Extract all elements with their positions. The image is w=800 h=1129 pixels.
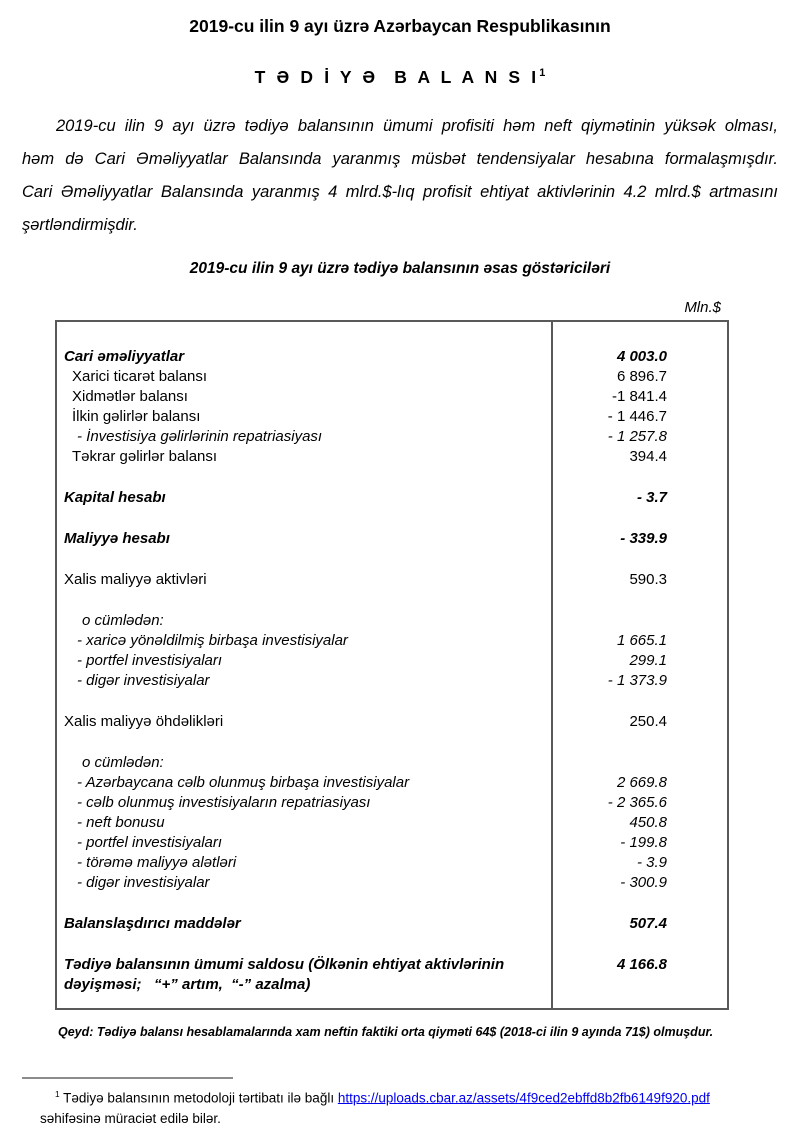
table-row [57, 813, 727, 833]
footnote-ref: 1 [55, 1088, 60, 1099]
table-row [57, 934, 727, 955]
table-row [57, 671, 727, 691]
row-label: - neft bonusu [77, 813, 165, 831]
row-value: 450.8 [629, 813, 667, 831]
table-row [57, 467, 727, 488]
intro-line: 2019-cu ilin 9 ayı üzrə tədiyə balansının ümumi profisiti həm neft qiymətinin yüksək olması, [56, 116, 778, 135]
footnote-link[interactable]: https://uploads.cbar.az/assets/4f9ced2ebffd8b2fb6149f920.pdf [337, 1090, 710, 1106]
table-row [57, 753, 727, 773]
table-row [57, 611, 727, 631]
table-row [57, 590, 727, 611]
page-subtitle [22, 63, 778, 88]
row-label: İlkin gəlirlər balansı [72, 407, 201, 425]
row-value: 6 896.7 [616, 367, 667, 385]
balance-table [55, 320, 729, 1010]
row-value: 4 003.0 [616, 347, 667, 365]
note-text: Qeyd: Tədiyə balansı hesablamalarında xam neftin faktiki orta qiyməti 64$ (2018-ci ilin 9 ayında 71$) olmuşdur. [58, 1024, 714, 1039]
row-label: o cümlədən: [82, 611, 164, 629]
table-row [57, 651, 727, 671]
row-value: - 1 257.8 [607, 427, 667, 445]
table-row [57, 427, 727, 447]
table-row [57, 529, 727, 549]
row-label: Xalis maliyyə öhdəlikləri [64, 712, 224, 730]
table-row [57, 955, 727, 995]
row-value: - 3.9 [636, 853, 667, 871]
row-label: - portfel investisiyaları [77, 651, 223, 669]
table-row [57, 793, 727, 813]
row-value: - 300.9 [620, 873, 667, 891]
table-row [57, 508, 727, 529]
row-value: 1 665.1 [616, 631, 667, 649]
footnote-text-before-link: Tədiyə balansının metodoloji tərtibatı ilə bağlı [59, 1090, 338, 1106]
row-value: -1 841.4 [611, 387, 667, 405]
row-value: 250.4 [629, 712, 667, 730]
table-caption: 2019-cu ilin 9 ayı üzrə tədiyə balansının əsas göstəriciləri [189, 259, 611, 277]
row-value: - 339.9 [620, 529, 667, 547]
table-row [57, 691, 727, 712]
row-label: - cəlb olunmuş investisiyaların repatriasiyası [77, 793, 371, 811]
row-label: Cari əməliyyatlar [64, 347, 185, 365]
footnote-line2: səhifəsinə müraciət edilə bilər. [40, 1111, 221, 1127]
row-value: 507.4 [629, 914, 667, 932]
table-row [57, 407, 727, 427]
row-label: Xalis maliyyə aktivləri [64, 570, 207, 588]
table-row [57, 773, 727, 793]
table-row [57, 631, 727, 651]
table-row [57, 853, 727, 873]
table-row [57, 833, 727, 853]
intro-line: həm də Cari Əməliyyatlar Balansında yaranmış müsbət tendensiyalar hesabına formalaşmışdır. [22, 149, 778, 168]
row-value: - 3.7 [636, 488, 667, 506]
row-label: - xaricə yönəldilmiş birbaşa investisiyalar [77, 631, 348, 649]
row-value: 4 166.8 [616, 955, 667, 973]
table-row [57, 347, 727, 367]
row-label: Balanslaşdırıcı maddələr [64, 914, 241, 932]
row-value: - 1 373.9 [607, 671, 667, 689]
intro-paragraph [22, 110, 778, 242]
intro-line: Cari Əməliyyatlar Balansında yaranmış 4 mlrd.$-lıq profisit ehtiyat aktivlərinin 4.2 mlrd.$ artmasını [22, 182, 778, 201]
table-row [57, 322, 727, 347]
table-row [57, 549, 727, 570]
row-label: - İnvestisiya gəlirlərinin repatriasiyası [77, 427, 323, 445]
row-label: Xidmətlər balansı [72, 387, 188, 405]
table-row [57, 712, 727, 732]
table-row [57, 914, 727, 934]
table-row [57, 488, 727, 508]
table-row [57, 367, 727, 387]
row-label: Tədiyə balansının ümumi saldosu (Ölkənin ehtiyat aktivlərinin dəyişməsi; “+” artım, “-” azalma) [64, 955, 509, 993]
footnote-separator [22, 1077, 233, 1079]
row-label: - portfel investisiyaları [77, 833, 223, 851]
table-row [57, 995, 727, 1008]
row-value: 2 669.8 [616, 773, 667, 791]
row-label: - törəmə maliyyə alətləri [77, 853, 237, 871]
table-row [57, 570, 727, 590]
row-label: Təkrar gəlirlər balansı [72, 447, 218, 465]
row-value: - 2 365.6 [607, 793, 667, 811]
footnote [40, 1084, 775, 1129]
intro-line: şərtləndirmişdir. [22, 215, 138, 234]
subtitle-footnote-ref: 1 [539, 67, 546, 79]
row-value: 590.3 [629, 570, 667, 588]
row-value: 394.4 [629, 447, 667, 465]
table-row [57, 893, 727, 914]
table-row [57, 447, 727, 467]
row-value: - 1 446.7 [607, 407, 667, 425]
footnote-line1 [40, 1084, 775, 1109]
row-label: Kapital hesabı [64, 488, 166, 506]
row-label: - digər investisiyalar [77, 671, 210, 689]
table-row [57, 873, 727, 893]
row-label: - digər investisiyalar [77, 873, 210, 891]
table-row [57, 387, 727, 407]
row-label: Xarici ticarət balansı [72, 367, 208, 385]
row-label: - Azərbaycana cəlb olunmuş birbaşa investisiyalar [77, 773, 410, 791]
subtitle-text: T Ə D İ Y Ə B A L A N S I [254, 66, 540, 87]
row-label: o cümlədən: [82, 753, 164, 771]
row-label: Maliyyə hesabı [64, 529, 170, 547]
row-value: - 199.8 [620, 833, 667, 851]
page-title: 2019-cu ilin 9 ayı üzrə Azərbaycan Respublikasının [189, 16, 611, 36]
unit-label: Mln.$ [684, 298, 721, 316]
row-value: 299.1 [629, 651, 667, 669]
table-row [57, 732, 727, 753]
